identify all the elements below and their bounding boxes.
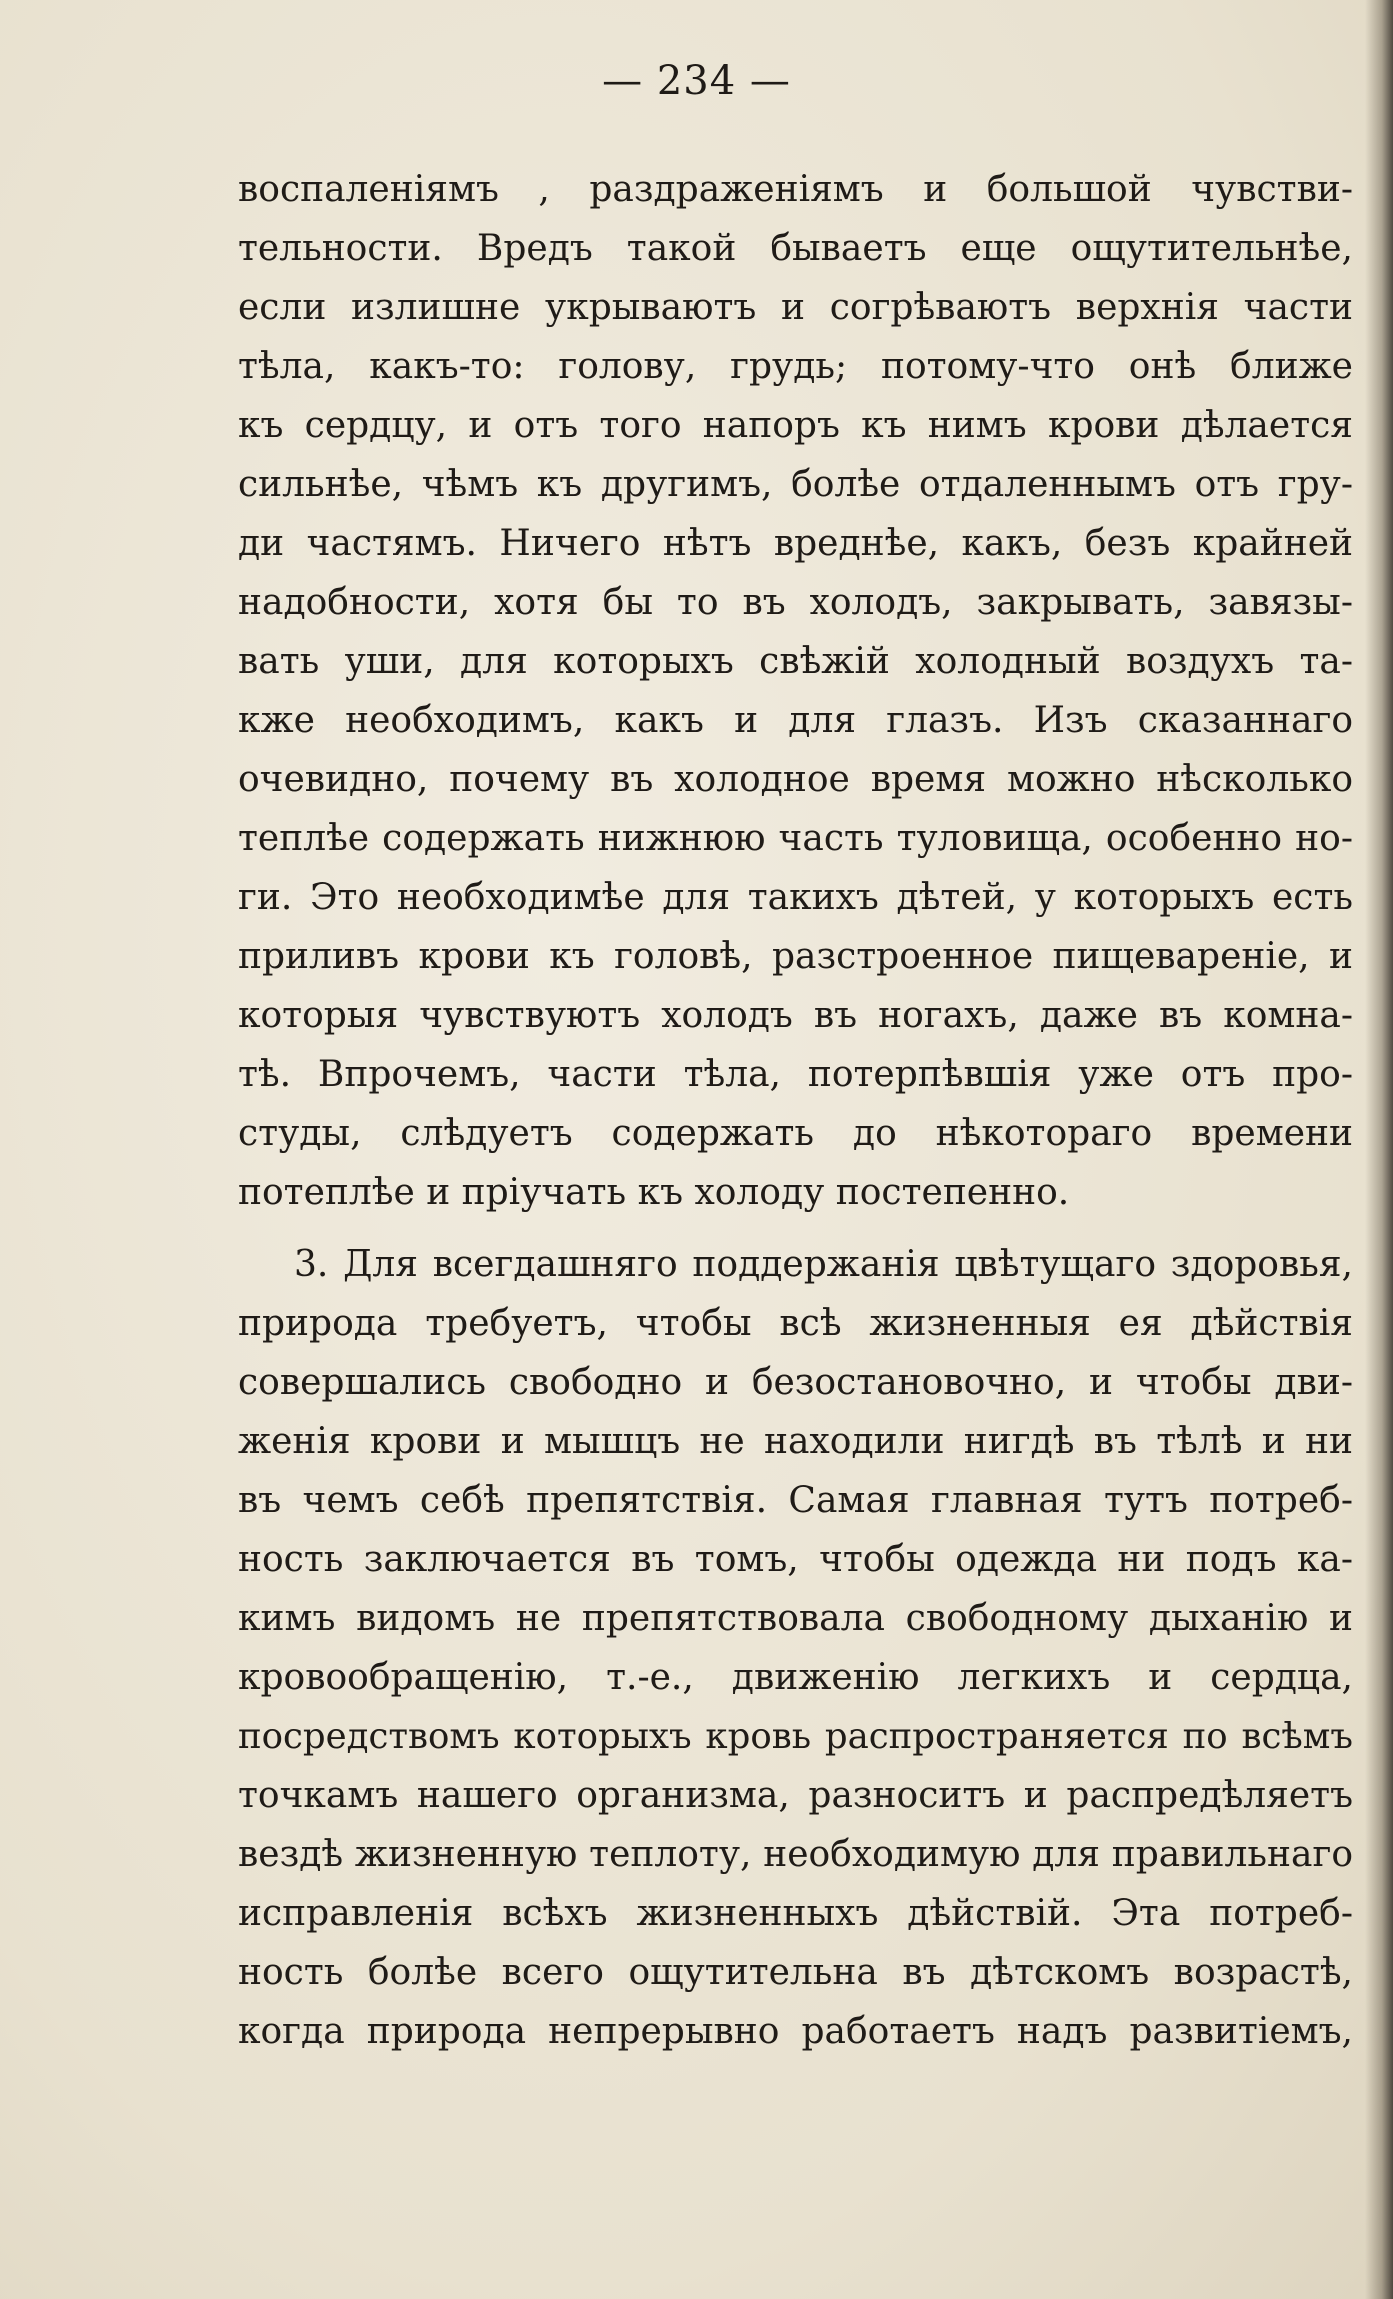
paragraph-1 [238, 160, 1353, 1222]
text-line: 3. Для всегдашняго поддержанія цвѣтущаго здоровья, [294, 1244, 1353, 1285]
text-line: надобности, хотя бы то въ холодъ, закрывать, завязы- [238, 582, 1353, 623]
text-line: потеплѣе и пріучать къ холоду постепенно. [238, 1172, 1070, 1213]
text-line: тѣ. Впрочемъ, части тѣла, потерпѣвшія уже отъ про- [238, 1054, 1353, 1095]
text-line: тельности. Вредъ такой бываетъ еще ощутительнѣе, [238, 228, 1353, 269]
text-line: кровообращенію, т.-е., движенію легкихъ и сердца, [238, 1657, 1353, 1698]
text-line: вать уши, для которыхъ свѣжій холодный воздухъ та- [238, 641, 1353, 682]
text-line: женія крови и мышцъ не находили нигдѣ въ тѣлѣ и ни [238, 1421, 1353, 1462]
text-line: природа требуетъ, чтобы всѣ жизненныя ея дѣйствія [238, 1303, 1353, 1344]
text-line: если излишне укрываютъ и согрѣваютъ верхнія части [238, 287, 1353, 328]
text-line: вездѣ жизненную теплоту, необходимую для правильнаго [238, 1834, 1353, 1875]
text-line: совершались свободно и безостановочно, и чтобы дви- [238, 1362, 1353, 1403]
text-line: въ чемъ себѣ препятствія. Самая главная тутъ потреб- [238, 1480, 1353, 1521]
text-line: сильнѣе, чѣмъ къ другимъ, болѣе отдаленнымъ отъ гру- [238, 464, 1353, 505]
text-line: приливъ крови къ головѣ, разстроенное пищевареніе, и [238, 936, 1353, 977]
text-line: ность заключается въ томъ, чтобы одежда ни подъ ка- [238, 1539, 1353, 1580]
text-line: кимъ видомъ не препятствовала свободному дыханію и [238, 1598, 1353, 1639]
text-line: когда природа непрерывно работаетъ надъ развитіемъ, [238, 2011, 1353, 2052]
page-edge-shadow [1365, 0, 1393, 2299]
text-line: кже необходимъ, какъ и для глазъ. Изъ сказаннаго [238, 700, 1353, 741]
text-line: тѣла, какъ-то: голову, грудь; потому-что онѣ ближе [238, 346, 1353, 387]
text-line: ди частямъ. Ничего нѣтъ вреднѣе, какъ, безъ крайней [238, 523, 1353, 564]
paragraph-2 [238, 1235, 1353, 2061]
text-line: воспаленіямъ , раздраженіямъ и большой чувстви- [238, 169, 1353, 210]
text-line: къ сердцу, и отъ того напоръ къ нимъ крови дѣлается [238, 405, 1353, 446]
text-line: которыя чувствуютъ холодъ въ ногахъ, даже въ комна- [238, 995, 1353, 1036]
text-line: исправленія всѣхъ жизненныхъ дѣйствій. Эта потреб- [238, 1893, 1353, 1934]
text-line: теплѣе содержать нижнюю часть туловища, особенно но- [238, 818, 1353, 859]
text-line: точкамъ нашего организма, разноситъ и распредѣляетъ [238, 1775, 1353, 1816]
text-line: очевидно, почему въ холодное время можно нѣсколько [238, 759, 1353, 800]
page-number: — 234 — [602, 58, 791, 104]
text-line: посредствомъ которыхъ кровь распространяется по всѣмъ [238, 1716, 1353, 1757]
text-line: ность болѣе всего ощутительна въ дѣтскомъ возрастѣ, [238, 1952, 1353, 1993]
text-line: ги. Это необходимѣе для такихъ дѣтей, у которыхъ есть [238, 877, 1353, 918]
text-line: студы, слѣдуетъ содержать до нѣкотораго времени [238, 1113, 1353, 1154]
